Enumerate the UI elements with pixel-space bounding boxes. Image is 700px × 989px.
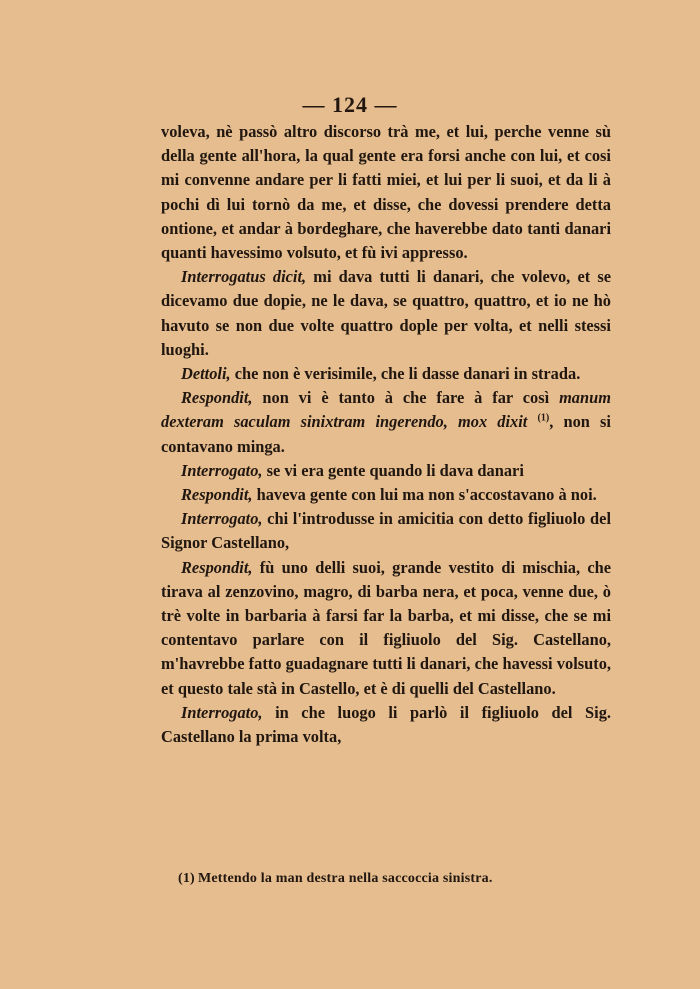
paragraph-interrogato-luogo <box>161 701 611 749</box>
footnote <box>178 870 608 888</box>
speaker-label: Interrogato, <box>181 460 263 480</box>
paragraph-respondit-latin <box>161 386 611 459</box>
paragraph-text: chi l'introdusse in amicitia con detto figliuolo del Signor Castellano, <box>161 509 611 553</box>
speaker-label: Respondit, <box>181 485 253 505</box>
paragraph-interrogato-amicitia <box>161 507 611 555</box>
paragraph-interrogatus <box>161 265 611 362</box>
paragraph-continuation <box>161 120 611 265</box>
footnote-reference[interactable]: (1) <box>537 412 550 424</box>
paragraph-text: , non si contavano minga. <box>161 412 611 456</box>
paragraph-text: fù uno delli suoi, grande vestito di mischia, che tirava al zenzovino, magro, di barba nera, et poca, venne due, ò trè volte in barbaria à farsi far la barba, et mi disse, che se mi contentavo parlare con il figliuolo del Sig. Castellano, m'havrebbe fatto guadagnare tutti li danari, che havessi volsuto, et questo tale stà in Castello, et è di quelli del Castellano. <box>161 557 611 698</box>
speaker-label: Interrogato, <box>181 509 263 529</box>
speaker-label: Dettoli, <box>181 364 231 384</box>
paragraph-text: voleva, nè passò altro discorso trà me, et lui, perche venne sù della gente all'hora, la qual gente era forsi anche con lui, et cosi mi convenne andare per li fatti miei, et lui per li suoi, et da li à pochi dì lui tornò da me, et disse, che dovessi prendere detta ontione, et andar à bordeghare, che haverebbe dato tanti danari quanti havessimo volsuto, et fù ivi appresso. <box>161 122 611 263</box>
paragraph-text: che non è verisimile, che li dasse danari in strada. <box>230 364 581 384</box>
paragraph-respondit-descrizione <box>161 556 611 701</box>
paragraph-text: in che luogo li parlò il figliuolo del Sig. Castellano la prima volta, <box>161 702 611 747</box>
paragraph-text: se vi era gente quando li dava danari <box>262 460 524 480</box>
paragraph-dettoli <box>161 362 611 386</box>
paragraph-text: haveva gente con lui ma non s'accostavano à noi. <box>252 485 597 505</box>
paragraph-text: mi dava tutti li danari, che volevo, et se dicevamo due dopie, ne le dava, se quattro, quattro, et io ne hò havuto se non due volte quattro dople per volta, et nelli stessi luoghi. <box>161 267 612 359</box>
speaker-label: Interrogato, <box>181 702 263 722</box>
footnote-mark: (1) <box>178 871 195 886</box>
paragraph-text: non vi è tanto à che fare à far così <box>252 388 560 408</box>
latin-quote: manum dexteram saculam sinixtram ingerendo, mox dixit <box>161 388 611 432</box>
main-text <box>161 120 611 749</box>
paragraph-interrogato-gente <box>161 459 611 483</box>
footnote-text: Mettendo la man destra nella saccoccia sinistra. <box>197 871 493 886</box>
speaker-label: Respondit, <box>181 388 253 408</box>
paragraph-respondit-gente <box>161 483 611 507</box>
speaker-label: Interrogatus dicit, <box>181 267 307 287</box>
page-number: — 124 — <box>302 92 398 117</box>
speaker-label: Respondit, <box>181 557 253 577</box>
